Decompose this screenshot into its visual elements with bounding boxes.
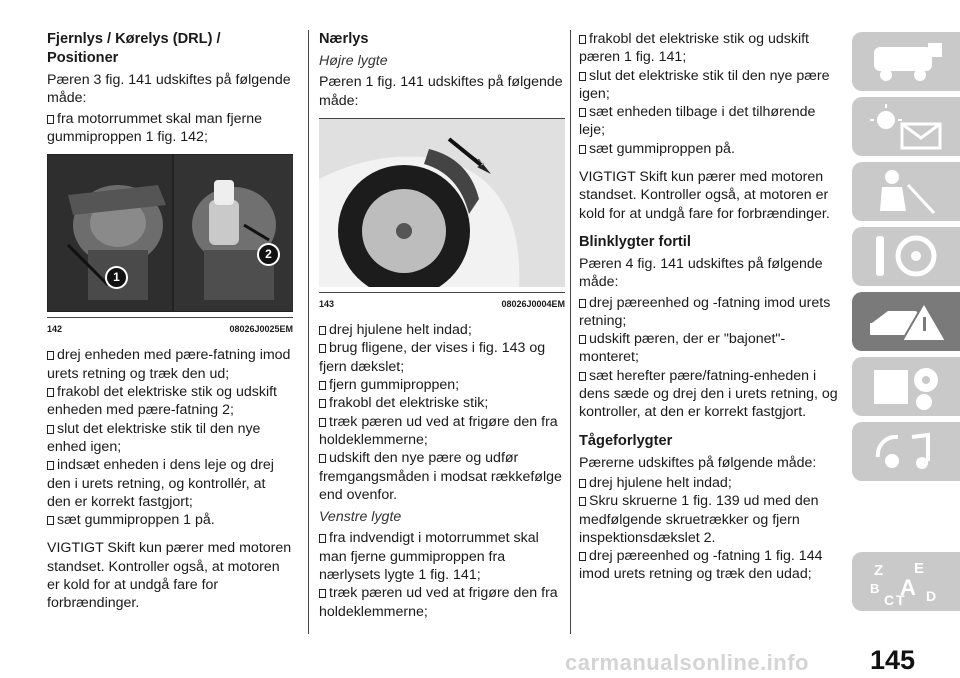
watermark: carmanualsonline.info: [565, 650, 809, 675]
tab-multimedia[interactable]: [852, 422, 960, 481]
list-item: [579, 367, 841, 422]
warning-text: VIGTIGT Skift kun pærer med motoren standset. Kontroller også, at motoren er kold for at undgå fare for forbrændinger.: [47, 540, 292, 612]
checkbox-bullet-icon: [579, 72, 586, 81]
step-list-left: [319, 529, 565, 620]
maintenance-gears-icon: [868, 362, 948, 412]
list-item: [579, 474, 841, 492]
checkbox-bullet-icon: [319, 381, 326, 390]
index-letter: C: [884, 592, 895, 607]
list-item-text: drej enheden med pære-fatning imod urets retning og træk den ud;: [47, 347, 291, 382]
seat-airbag-icon: [868, 167, 948, 217]
section-heading-high-beam: Fjernlys / Kørelys (DRL) / Positioner: [47, 31, 221, 66]
section-heading-fog: Tågeforlygter: [579, 432, 673, 449]
column-divider: [308, 30, 309, 634]
list-item: [579, 492, 841, 547]
subheading-left: Venstre lygte: [319, 509, 402, 526]
checkbox-bullet-icon: [579, 335, 586, 344]
tab-index[interactable]: [852, 552, 960, 611]
index-icon: [868, 557, 948, 607]
engine-photo-right: [174, 155, 293, 311]
section-heading-indicators: Blinklygter fortil: [579, 233, 691, 250]
figure-142: [47, 154, 293, 312]
figure-number: 143: [319, 298, 335, 309]
step-list: [579, 474, 841, 584]
list-item-text: frakobl det elektriske stik og udskift enheden med pære-fatning 2;: [47, 384, 278, 419]
index-letter: A: [900, 575, 916, 600]
checkbox-bullet-icon: [579, 479, 586, 488]
subheading-right: Højre lygte: [319, 53, 388, 69]
figure-number: 142: [47, 324, 63, 335]
list-item: [579, 67, 841, 104]
list-item-text: sæt gummiproppen på.: [589, 140, 735, 157]
step-list: [319, 321, 565, 504]
list-item: [579, 547, 841, 584]
car-info-icon: [868, 37, 948, 87]
checkbox-bullet-icon: [579, 552, 586, 561]
figure-code: 08026J0004EM: [501, 298, 565, 309]
list-item: [47, 346, 293, 383]
list-item-text: udskift den nye pære og udfør fremgangsmåden i modsat rækkefølge end ovenfor.: [319, 450, 562, 503]
checkbox-bullet-icon: [319, 344, 326, 353]
figure-code: 08026J0025EM: [229, 324, 293, 335]
list-item: [47, 110, 293, 147]
checkbox-bullet-icon: [579, 299, 586, 308]
checkbox-bullet-icon: [47, 351, 54, 360]
figure-caption: [319, 292, 565, 313]
list-item-text: fra indvendigt i motorrummet skal man fjerne gummiproppen fra nærlysets lygte 1 fig. 141;: [319, 530, 539, 584]
list-item: [47, 456, 293, 511]
checkbox-bullet-icon: [47, 388, 54, 397]
checkbox-bullet-icon: [47, 425, 54, 434]
list-item: [319, 376, 565, 394]
tab-starting-driving[interactable]: [852, 227, 960, 286]
step-list: [579, 30, 841, 158]
warning-lights-icon: [868, 102, 948, 152]
checkbox-bullet-icon: [319, 454, 326, 463]
tab-safety[interactable]: [852, 162, 960, 221]
list-item: [579, 330, 841, 367]
column-divider: [570, 30, 571, 634]
list-item-text: Skru skruerne 1 fig. 139 ud med den medfølgende skruetrækker og fjern inspektionsdækslet 2.: [579, 493, 819, 546]
list-item: [319, 339, 565, 376]
checkbox-bullet-icon: [319, 326, 326, 335]
section-heading-low-beam: Nærlys: [319, 31, 369, 47]
list-item-text: træk pæren ud ved at frigøre den fra holdeklemmerne;: [319, 413, 558, 448]
checkbox-bullet-icon: [47, 516, 54, 525]
checkbox-bullet-icon: [319, 418, 326, 427]
checkbox-bullet-icon: [47, 461, 54, 470]
paragraph-intro: Pærerne udskiftes på følgende måde:: [579, 454, 817, 471]
paragraph-intro: Pæren 1 fig. 141 udskiftes på følgende måde:: [319, 74, 563, 109]
wheel-arch-illustration: [319, 119, 565, 287]
steering-key-icon: [868, 232, 948, 282]
checkbox-bullet-icon: [579, 35, 586, 44]
column-2: [319, 30, 565, 621]
list-item-text: frakobl det elektriske stik;: [329, 395, 489, 412]
list-item: [319, 584, 565, 621]
bulb-holder-illustration: [174, 155, 293, 311]
checkbox-bullet-icon: [319, 589, 326, 598]
tab-maintenance[interactable]: [852, 357, 960, 416]
index-letter: T: [896, 592, 905, 607]
list-item: [579, 103, 841, 140]
index-letter: E: [914, 560, 925, 577]
list-item: [319, 321, 565, 339]
tab-emergency[interactable]: [852, 292, 960, 351]
list-item-text: sæt gummiproppen 1 på.: [57, 512, 215, 529]
engine-photo-left: [48, 155, 172, 311]
list-item-text: sæt herefter pære/fatning-enheden i dens sæde og drej den i urets retning, og kontroller, at den er korrekt fastgjort.: [579, 367, 838, 421]
list-item: [47, 383, 293, 420]
tab-warning-lights[interactable]: [852, 97, 960, 156]
callout-1: 1: [105, 266, 128, 289]
paragraph-intro: Pæren 4 fig. 141 udskiftes på følgende måde:: [579, 255, 823, 291]
page-number: 145: [870, 645, 916, 675]
index-letter: Z: [874, 562, 884, 579]
list-item-text: drej hjulene helt indad;: [329, 322, 472, 339]
list-item: [47, 511, 293, 529]
list-item-text: udskift pæren, der er "bajonet"-monteret;: [579, 331, 786, 366]
checkbox-bullet-icon: [579, 108, 586, 117]
list-item-text: slut det elektriske stik til den nye pære igen;: [579, 67, 830, 102]
list-item-text: drej pæreenhed og -fatning imod urets retning;: [579, 294, 831, 329]
list-item-text: indsæt enheden i dens leje og drej den i urets retning, og kontrollér, at den er korrekt fastgjort;: [47, 457, 274, 510]
list-item-text: slut det elektriske stik til den nye enhed igen;: [47, 420, 261, 455]
checkbox-bullet-icon: [579, 497, 586, 506]
callout-2: 2: [257, 243, 280, 266]
column-3: [579, 30, 841, 584]
column-1: [47, 30, 293, 615]
step-list: [579, 294, 841, 422]
list-item: [319, 449, 565, 504]
list-item: [579, 140, 841, 158]
index-letter: B: [870, 581, 880, 596]
tab-car-info[interactable]: [852, 32, 960, 91]
list-item: [319, 394, 565, 412]
figure-caption: [47, 317, 293, 338]
list-item: [319, 413, 565, 450]
step-list: [47, 346, 293, 529]
list-item: [47, 420, 293, 457]
list-item-text: drej pæreenhed og -fatning 1 fig. 144 imod urets retning og træk den udad;: [579, 548, 823, 583]
list-item-text: sæt enheden tilbage i det tilhørende leje;: [579, 104, 816, 139]
list-item: [579, 30, 841, 67]
warning-text: VIGTIGT Skift kun pærer med motoren standset. Kontroller også, at motoren er kold for at undgå fare for forbrændinger.: [579, 169, 830, 222]
paragraph-intro: Pæren 3 fig. 141 udskiftes på følgende måde:: [47, 72, 291, 107]
list-item-text: fjern gummiproppen;: [329, 377, 460, 394]
emergency-icon: [868, 297, 948, 347]
checkbox-bullet-icon: [579, 145, 586, 154]
list-item: [319, 529, 565, 584]
checkbox-bullet-icon: [579, 372, 586, 381]
list-item-text: frakobl det elektriske stik og udskift pæren 1 fig. 141;: [579, 31, 810, 66]
engine-bay-illustration: [48, 155, 172, 311]
multimedia-icon: [868, 427, 948, 477]
figure-143: [319, 118, 565, 287]
list-item-text: brug fligene, der vises i fig. 143 og fjern dækslet;: [319, 340, 546, 375]
list-item-text: drej hjulene helt indad;: [589, 474, 732, 491]
index-letter: D: [926, 588, 937, 604]
checkbox-bullet-icon: [319, 534, 326, 543]
list-item-text: fra motorrummet skal man fjerne gummiproppen 1 fig. 142;: [47, 110, 262, 145]
checkbox-bullet-icon: [319, 399, 326, 408]
list-item: [579, 294, 841, 331]
list-item-text: træk pæren ud ved at frigøre den fra holdeklemmerne;: [319, 585, 558, 620]
checkbox-bullet-icon: [47, 115, 54, 124]
